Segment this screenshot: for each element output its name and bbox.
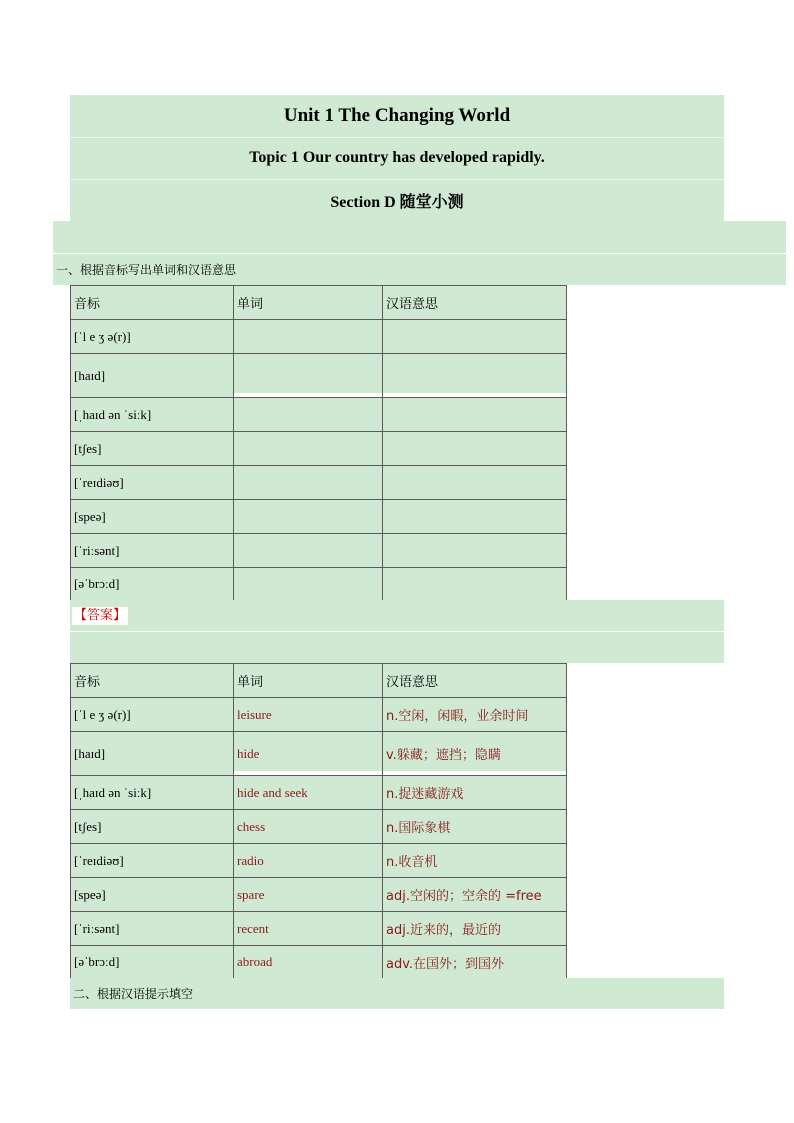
word-cell: radio — [234, 844, 383, 878]
meaning-blank — [383, 568, 567, 601]
phonetic-cell: [tʃes] — [71, 432, 234, 466]
meaning-cell: adv.在国外；到国外 — [383, 946, 567, 979]
blank-band — [53, 221, 786, 253]
word-blank — [234, 568, 383, 601]
table-row — [71, 500, 567, 534]
unit-title-text: Unit 1 The Changing World — [283, 105, 511, 126]
table-row — [71, 810, 567, 844]
meaning-cell: n.国际象棋 — [383, 810, 567, 844]
exercise-table — [70, 285, 567, 601]
phonetic-cell: [speə] — [71, 878, 234, 912]
phonetic-cell: [ˈl e ʒ ə(r)] — [71, 320, 234, 354]
word-cell: spare — [234, 878, 383, 912]
topic-title — [70, 137, 724, 179]
phonetic-cell: [ˈl e ʒ ə(r)] — [71, 698, 234, 732]
table-row — [71, 432, 567, 466]
word-cell: chess — [234, 810, 383, 844]
meaning-cell: n.空闲，闲暇，业余时间 — [383, 698, 567, 732]
table-row — [71, 844, 567, 878]
word-blank — [234, 466, 383, 500]
phonetic-cell: [əˈbrɔːd] — [71, 946, 234, 979]
table-row — [71, 568, 567, 601]
section1-label — [53, 254, 786, 285]
phonetic-cell: [ˌhaɪd ən ˈsiːk] — [71, 398, 234, 432]
header-meaning: 汉语意思 — [383, 664, 567, 698]
word-blank — [234, 534, 383, 568]
header-phonetic: 音标 — [71, 664, 234, 698]
answer-band — [70, 600, 724, 631]
word-cell: leisure — [234, 698, 383, 732]
section1-label-text: 一、根据音标写出单词和汉语意思 — [56, 263, 237, 277]
meaning-blank — [383, 432, 567, 466]
phonetic-cell: [ˈriːsənt] — [71, 912, 234, 946]
meaning-cell: n.收音机 — [383, 844, 567, 878]
header-word: 单词 — [234, 286, 383, 320]
table-header-row — [71, 664, 567, 698]
topic-title-text: Topic 1 Our country has developed rapidly. — [249, 149, 545, 166]
table-row — [71, 534, 567, 568]
section2-label-text: 二、根据汉语提示填空 — [73, 987, 194, 1001]
table-header-row — [71, 286, 567, 320]
table-row — [71, 878, 567, 912]
phonetic-cell: [ˌhaɪd ən ˈsiːk] — [71, 776, 234, 810]
phonetic-cell: [haɪd] — [71, 732, 234, 776]
meaning-blank — [383, 466, 567, 500]
section2-label — [70, 978, 724, 1009]
phonetic-cell: [speə] — [71, 500, 234, 534]
word-blank — [234, 398, 383, 432]
divider — [70, 137, 724, 138]
table-row — [71, 320, 567, 354]
divider — [70, 179, 724, 180]
header-meaning: 汉语意思 — [383, 286, 567, 320]
table-row — [71, 776, 567, 810]
word-blank — [234, 432, 383, 466]
meaning-blank — [383, 354, 567, 398]
meaning-blank — [383, 500, 567, 534]
table-row — [71, 946, 567, 979]
word-cell: hide and seek — [234, 776, 383, 810]
phonetic-cell: [tʃes] — [71, 810, 234, 844]
word-blank — [234, 354, 383, 398]
phonetic-cell: [ˈriːsənt] — [71, 534, 234, 568]
meaning-blank — [383, 534, 567, 568]
header-phonetic: 音标 — [71, 286, 234, 320]
table-row — [71, 354, 567, 398]
section-title-text: Section D 随堂小测 — [330, 193, 464, 211]
table-row — [71, 466, 567, 500]
answer-table — [70, 663, 567, 979]
meaning-cell: adj.近来的，最近的 — [383, 912, 567, 946]
word-cell: recent — [234, 912, 383, 946]
section-title — [70, 179, 724, 221]
table-row — [71, 398, 567, 432]
header-word: 单词 — [234, 664, 383, 698]
word-blank — [234, 320, 383, 354]
unit-title — [70, 95, 724, 137]
word-cell: hide — [234, 732, 383, 776]
table-row — [71, 698, 567, 732]
word-cell: abroad — [234, 946, 383, 979]
meaning-blank — [383, 320, 567, 354]
phonetic-cell: [ˈreɪdiəʊ] — [71, 844, 234, 878]
meaning-blank — [383, 398, 567, 432]
phonetic-cell: [ˈreɪdiəʊ] — [71, 466, 234, 500]
meaning-cell: n.捉迷藏游戏 — [383, 776, 567, 810]
phonetic-cell: [əˈbrɔːd] — [71, 568, 234, 601]
meaning-cell: adj.空闲的；空余的 =free — [383, 878, 567, 912]
word-blank — [234, 500, 383, 534]
meaning-cell: v.躲藏；遮挡；隐瞒 — [383, 732, 567, 776]
blank-band — [70, 632, 724, 663]
table-row — [71, 732, 567, 776]
answer-label: 【答案】 — [74, 608, 127, 623]
table-row — [71, 912, 567, 946]
phonetic-cell: [haɪd] — [71, 354, 234, 398]
